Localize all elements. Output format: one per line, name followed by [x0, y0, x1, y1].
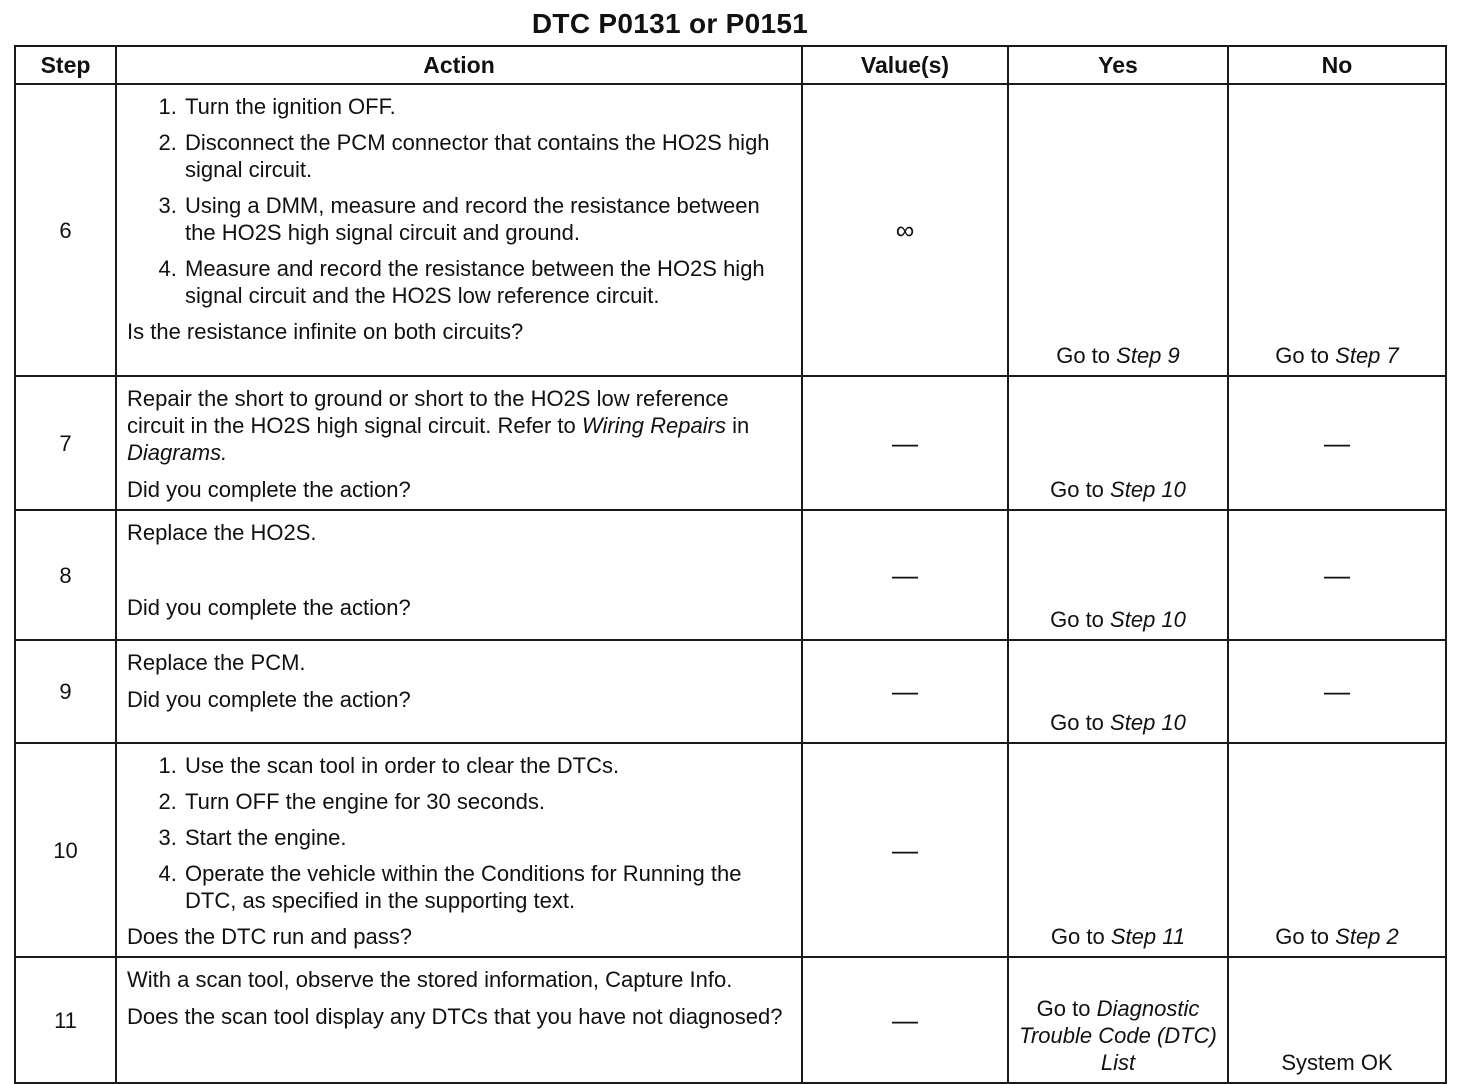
action-question: Does the DTC run and pass?	[127, 924, 412, 949]
goto-prefix: Go to	[1275, 343, 1330, 368]
action-text: With a scan tool, observe the stored information, Capture Info.	[127, 967, 733, 992]
step-number: 9	[15, 640, 116, 743]
action-step: 3. Using a DMM, measure and record the resistance between the HO2S high signal circuit and ground.	[183, 192, 791, 246]
table-row	[15, 376, 1446, 510]
step-number: 6	[15, 84, 116, 376]
value-cell: —	[802, 376, 1008, 510]
header-no: No	[1228, 46, 1446, 84]
goto-step-ref: Step 10	[1110, 710, 1186, 735]
goto-prefix: Go to	[1050, 607, 1104, 632]
goto-step-ref: Step 7	[1335, 343, 1399, 368]
goto-step-ref: Step 10	[1110, 477, 1186, 502]
goto-prefix: Go to	[1275, 924, 1330, 949]
value-cell: —	[802, 957, 1008, 1083]
goto-step-ref: Step 9	[1116, 343, 1180, 368]
table-row	[15, 640, 1446, 743]
goto-dtc-list-ref: Diagnostic Trouble Code (DTC) List	[1019, 996, 1217, 1075]
table-row	[15, 957, 1446, 1083]
action-cell	[116, 957, 802, 1083]
action-text-connector: in	[732, 413, 750, 438]
action-steps	[127, 93, 791, 309]
table-row	[15, 743, 1446, 957]
action-cell	[116, 376, 802, 510]
action-cell	[116, 640, 802, 743]
action-question: Did you complete the action?	[127, 595, 411, 620]
yes-cell	[1008, 84, 1228, 376]
goto-step-ref: Step 11	[1110, 924, 1186, 949]
action-question: Is the resistance infinite on both circuits?	[127, 319, 524, 344]
action-text: Replace the HO2S.	[127, 520, 317, 545]
yes-cell	[1008, 376, 1228, 510]
goto-prefix: Go to	[1050, 710, 1104, 735]
action-cell	[116, 84, 802, 376]
action-text	[127, 385, 791, 466]
action-cell	[116, 743, 802, 957]
value-cell: —	[802, 640, 1008, 743]
diagnostic-table	[14, 45, 1447, 1084]
action-text-main: Repair the short to ground or short to the HO2S low reference circuit in the HO2S high signal circuit. Refer to	[127, 386, 729, 438]
goto-prefix: Go to	[1050, 477, 1104, 502]
action-question: Did you complete the action?	[127, 687, 411, 712]
reference-diagrams: Diagrams.	[127, 440, 228, 465]
no-cell	[1228, 743, 1446, 957]
page-title: DTC P0131 or P0151	[531, 8, 809, 39]
action-step: 2. Turn OFF the engine for 30 seconds.	[183, 788, 791, 815]
action-text: Replace the PCM.	[127, 650, 306, 675]
table-header-row	[15, 46, 1446, 84]
goto-step-ref: Step 2	[1335, 924, 1399, 949]
no-cell	[1228, 84, 1446, 376]
action-step: 2. Disconnect the PCM connector that contains the HO2S high signal circuit.	[183, 129, 791, 183]
yes-cell	[1008, 743, 1228, 957]
header-yes: Yes	[1008, 46, 1228, 84]
header-values: Value(s)	[802, 46, 1008, 84]
action-step: 1. Use the scan tool in order to clear the DTCs.	[183, 752, 791, 779]
yes-cell	[1008, 640, 1228, 743]
action-question: Does the scan tool display any DTCs that you have not diagnosed?	[127, 1004, 783, 1029]
action-step: 4. Operate the vehicle within the Conditions for Running the DTC, as specified in the supporting text.	[183, 860, 791, 914]
yes-cell	[1008, 957, 1228, 1083]
header-action: Action	[116, 46, 802, 84]
goto-step-ref: Step 10	[1110, 607, 1186, 632]
action-question: Did you complete the action?	[127, 477, 411, 502]
goto-prefix: Go to	[1050, 924, 1105, 949]
action-step: 3. Start the engine.	[183, 824, 791, 851]
yes-cell	[1008, 510, 1228, 640]
reference-wiring-repairs: Wiring Repairs	[581, 413, 726, 438]
goto-prefix: Go to	[1036, 996, 1091, 1021]
header-step: Step	[15, 46, 116, 84]
table-row	[15, 84, 1446, 376]
goto-prefix: Go to	[1056, 343, 1111, 368]
action-steps	[127, 752, 791, 914]
table-row	[15, 510, 1446, 640]
value-cell: ∞	[802, 84, 1008, 376]
step-number: 11	[15, 957, 116, 1083]
step-number: 7	[15, 376, 116, 510]
no-cell: —	[1228, 376, 1446, 510]
action-step: 1. Turn the ignition OFF.	[183, 93, 791, 120]
action-cell	[116, 510, 802, 640]
value-cell: —	[802, 743, 1008, 957]
action-step: 4. Measure and record the resistance between the HO2S high signal circuit and the HO2S low reference circuit.	[183, 255, 791, 309]
step-number: 8	[15, 510, 116, 640]
value-cell: —	[802, 510, 1008, 640]
no-cell: —	[1228, 510, 1446, 640]
no-cell: System OK	[1228, 957, 1446, 1083]
no-cell: —	[1228, 640, 1446, 743]
step-number: 10	[15, 743, 116, 957]
